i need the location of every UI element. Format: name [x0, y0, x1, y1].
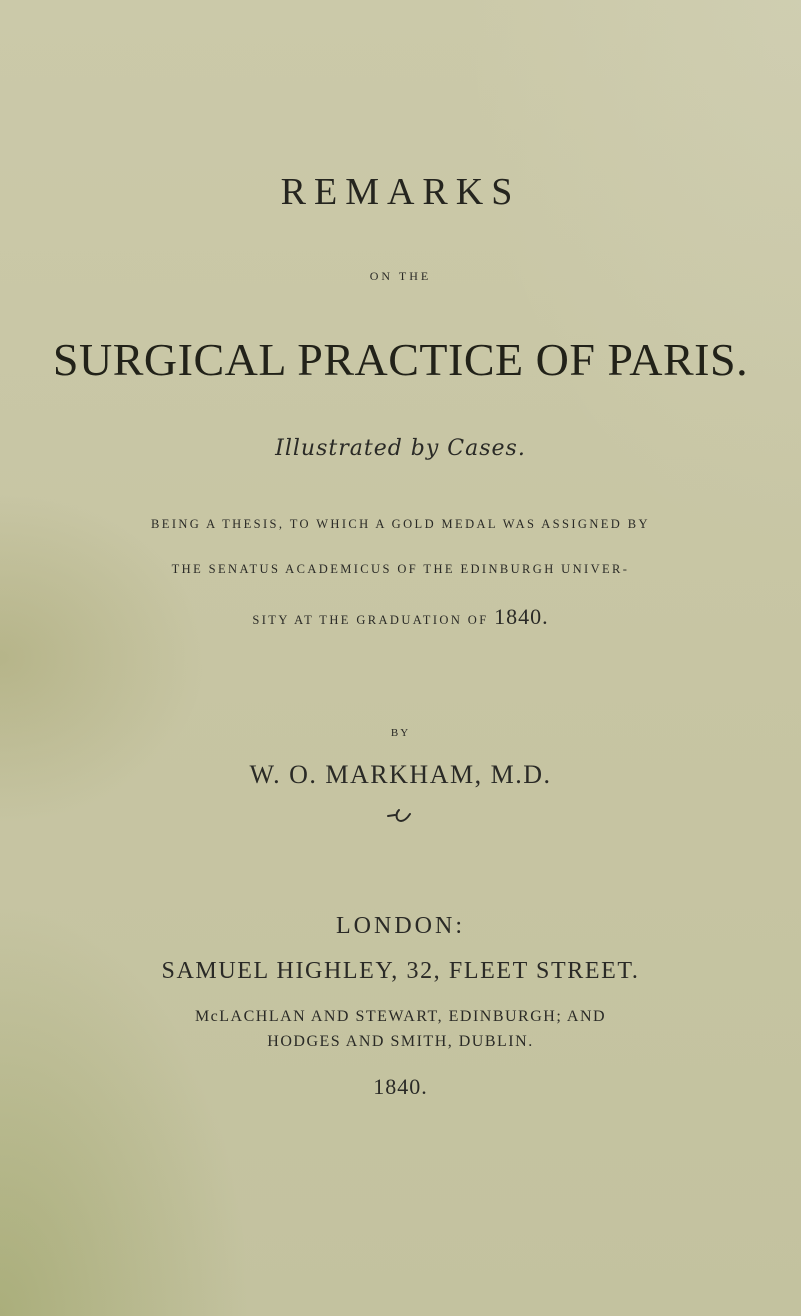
by-text: BY	[390, 727, 411, 739]
handwritten-mark-icon	[386, 806, 416, 826]
imprint-publisher: SAMUEL HIGHLEY, 32, FLEET STREET.	[161, 958, 640, 984]
thesis-line-3-text: SITY AT THE GRADUATION OF	[252, 613, 489, 627]
illustrated-subtitle: Illustrated by Cases.	[275, 436, 526, 461]
thesis-line-1: BEING A THESIS, TO WHICH A GOLD MEDAL WAS ASSIGNED BY	[151, 517, 650, 531]
on-the-text: ON THE	[369, 269, 432, 283]
thesis-line-2: THE SENATUS ACADEMICUS OF THE EDINBURGH UNIVER-	[171, 562, 630, 576]
imprint-co-publisher-2: HODGES AND SMITH, DUBLIN.	[267, 1033, 534, 1050]
main-title: SURGICAL PRACTICE OF PARIS.	[52, 334, 749, 385]
imprint-city: LONDON:	[336, 913, 465, 939]
thesis-line-3	[0, 604, 801, 630]
author-name: W. O. MARKHAM, M.D.	[249, 760, 552, 789]
imprint-co-publisher-1: McLACHLAN AND STEWART, EDINBURGH; AND	[194, 1008, 607, 1025]
thesis-year: 1840.	[494, 604, 549, 629]
imprint-date: 1840.	[373, 1074, 428, 1099]
remarks-heading: REMARKS	[280, 171, 521, 213]
